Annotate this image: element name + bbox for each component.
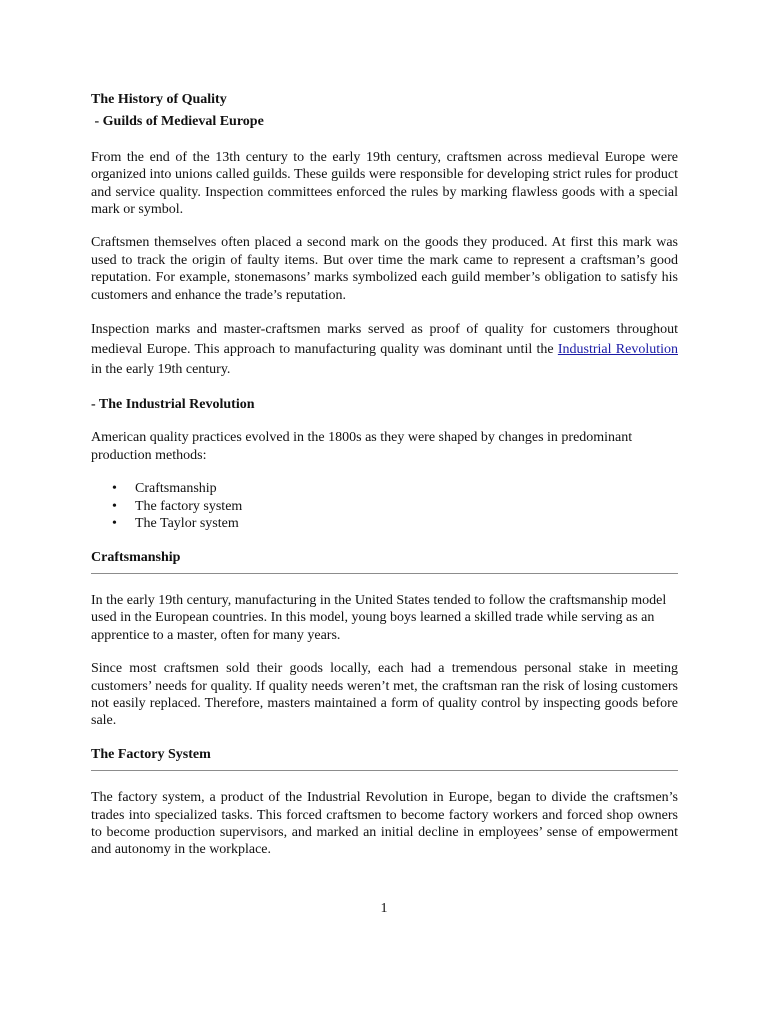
paragraph-craftsmanship-2: Since most craftsmen sold their goods locally, each had a tremendous personal stake in meeting customers’ needs for quality. If quality needs weren’t met, the craftsman ran the risk of losing customers not easily replaced. Therefore, masters maintained a form of quality control by inspecting goods before sale.	[91, 661, 678, 729]
document-page	[91, 91, 678, 875]
paragraph-factory-system: The factory system, a product of the Industrial Revolution in Europe, began to divide the craftsmen’s trades into specialized tasks. This forced craftsmen to become factory workers and forced shop owners to become production supervisors, and marked an initial decline in employees’ sense of empowerment and autonomy in the workplace.	[91, 790, 678, 858]
section-heading-craftsmanship: Craftsmanship	[91, 549, 678, 574]
list-item: • Craftsmanship	[135, 480, 678, 497]
paragraph-guilds-3	[91, 320, 678, 380]
paragraph-guilds-1: From the end of the 13th century to the early 19th century, craftsmen across medieval Europe were organized into unions called guilds. These guilds were responsible for developing strict rules for product and service quality. Inspection committees enforced the rules by marking flawless goods with a special mark or symbol.	[91, 149, 678, 218]
paragraph-text: in the early 19th century.	[91, 362, 231, 378]
document-title: The History of Quality	[91, 92, 227, 107]
section-heading-factory-system: The Factory System	[91, 746, 678, 771]
paragraph-guilds-2: Craftsmen themselves often placed a second mark on the goods they produced. At first this mark was used to track the origin of faulty items. But over time the mark came to represent a craftsman’s good reputation. For example, stonemasons’ marks symbolized each guild member’s obligation to satisfy his customers and enhance the trade’s reputation.	[91, 235, 678, 303]
production-methods-list	[91, 480, 678, 532]
page-number: 1	[380, 901, 388, 916]
section-heading-guilds: - Guilds of Medieval Europe	[91, 114, 264, 130]
paragraph-text: Inspection marks and master-craftsmen marks served as proof of quality for customers throughout medieval Europe. This approach to manufacturing quality was dominant until the	[91, 322, 678, 358]
industrial-revolution-link[interactable]: Industrial Revolution	[557, 342, 678, 358]
section-heading-industrial-revolution: - The Industrial Revolution	[91, 397, 255, 413]
list-item: • The factory system	[135, 498, 678, 515]
paragraph-industrial-intro: American quality practices evolved in the 1800s as they were shaped by changes in predominant production methods:	[91, 430, 633, 463]
paragraph-craftsmanship-1: In the early 19th century, manufacturing in the United States tended to follow the craftsmanship model used in the European countries. In this model, young boys learned a skilled trade while serving as an apprentice to a master, often for many years.	[91, 592, 667, 643]
list-item: • The Taylor system	[135, 515, 678, 532]
